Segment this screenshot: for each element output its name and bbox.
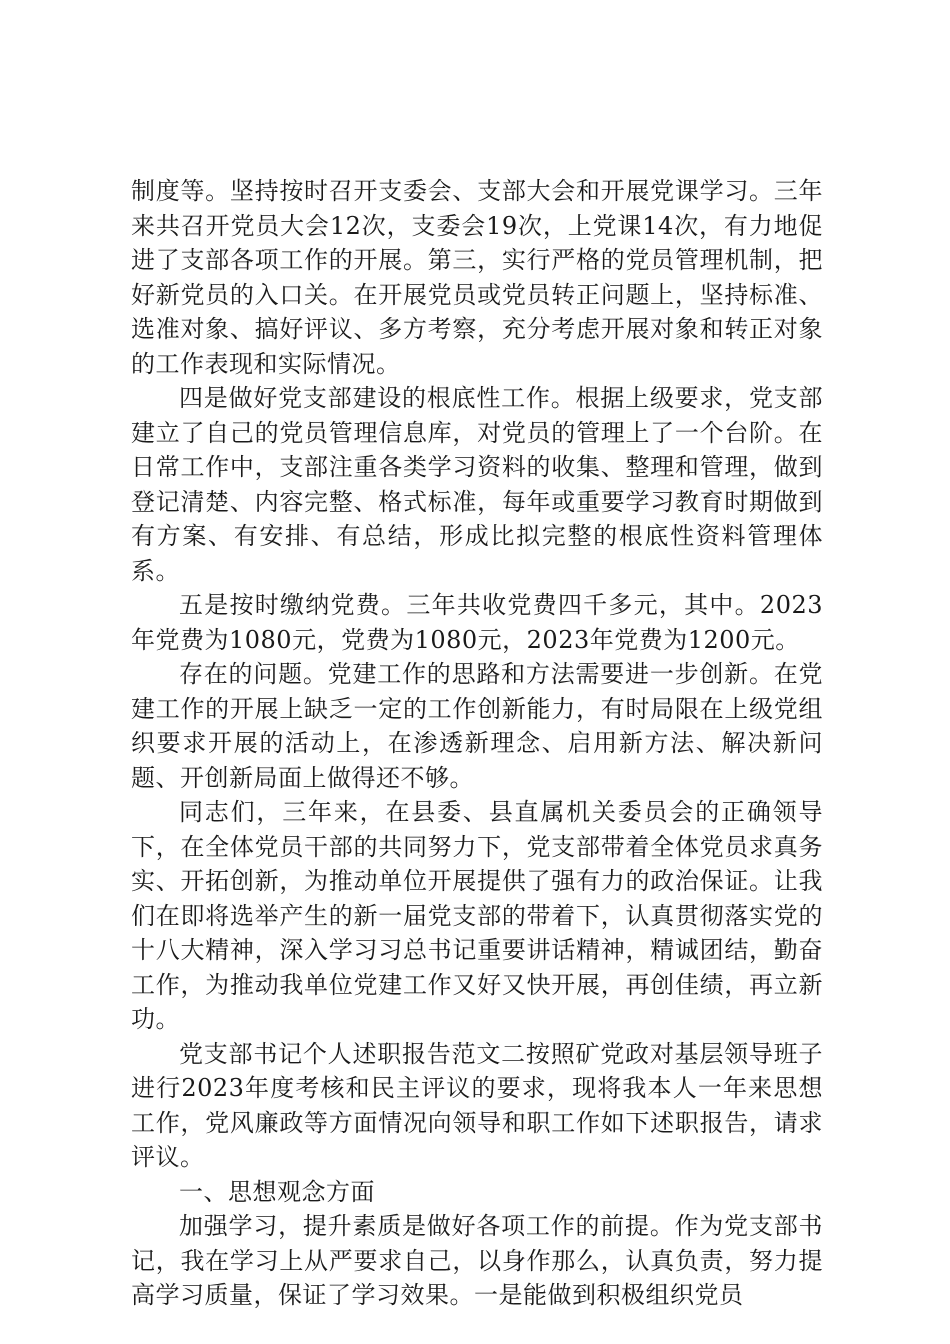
paragraph-2: 四是做好党支部建设的根底性工作。根据上级要求，党支部建立了自己的党员管理信息库，对党员的管理上了一个台阶。在日常工作中，支部注重各类学习资料的收集、整理和管理，做到登记清楚、内容完整、格式标准，每年或重要学习教育时期做到有方案、有安排、有总结，形成比拟完整的根底性资料管理体系。 [131,384,823,585]
paragraph-4: 存在的问题。党建工作的思路和方法需要进一步创新。在党建工作的开展上缺乏一定的工作创新能力，有时局限在上级党组织要求开展的活动上，在渗透新理念、启用新方法、解决新问题、开创新局面上做得还不够。 [131,660,823,792]
paragraph-1: 制度等。坚持按时召开支委会、支部大会和开展党课学习。三年来共召开党员大会12次，支委会19次，上党课14次，有力地促进了支部各项工作的开展。第三，实行严格的党员管理机制，把好新党员的入口关。在开展党员或党员转正问题上，坚持标准、选准对象、搞好评议、多方考察，充分考虑开展对象和转正对象的工作表现和实际情况。 [131,177,823,378]
paragraph-8: 加强学习，提升素质是做好各项工作的前提。作为党支部书记，我在学习上从严要求自己，以身作那么，认真负责，努力提高学习质量，保证了学习效果。一是能做到积极组织党员 [131,1212,823,1309]
document-body [131,174,823,1313]
paragraph-5: 同志们，三年来，在县委、县直属机关委员会的正确领导下，在全体党员干部的共同努力下，党支部带着全体党员求真务实、开拓创新，为推动单位开展提供了强有力的政治保证。让我们在即将选举产生的新一届党支部的带着下，认真贯彻落实党的十八大精神，深入学习习总书记重要讲话精神，精诚团结，勤奋工作，为推动我单位党建工作又好又快开展，再创佳绩，再立新功。 [131,798,823,1033]
paragraph-3: 五是按时缴纳党费。三年共收党费四千多元，其中。2023年党费为1080元，党费为1080元，2023年党费为1200元。 [131,591,823,654]
paragraph-6: 党支部书记个人述职报告范文二按照矿党政对基层领导班子进行2023年度考核和民主评议的要求，现将我本人一年来思想工作，党风廉政等方面情况向领导和职工作如下述职报告，请求评议。 [131,1039,823,1171]
section-heading: 一、思想观念方面 [179,1177,375,1206]
